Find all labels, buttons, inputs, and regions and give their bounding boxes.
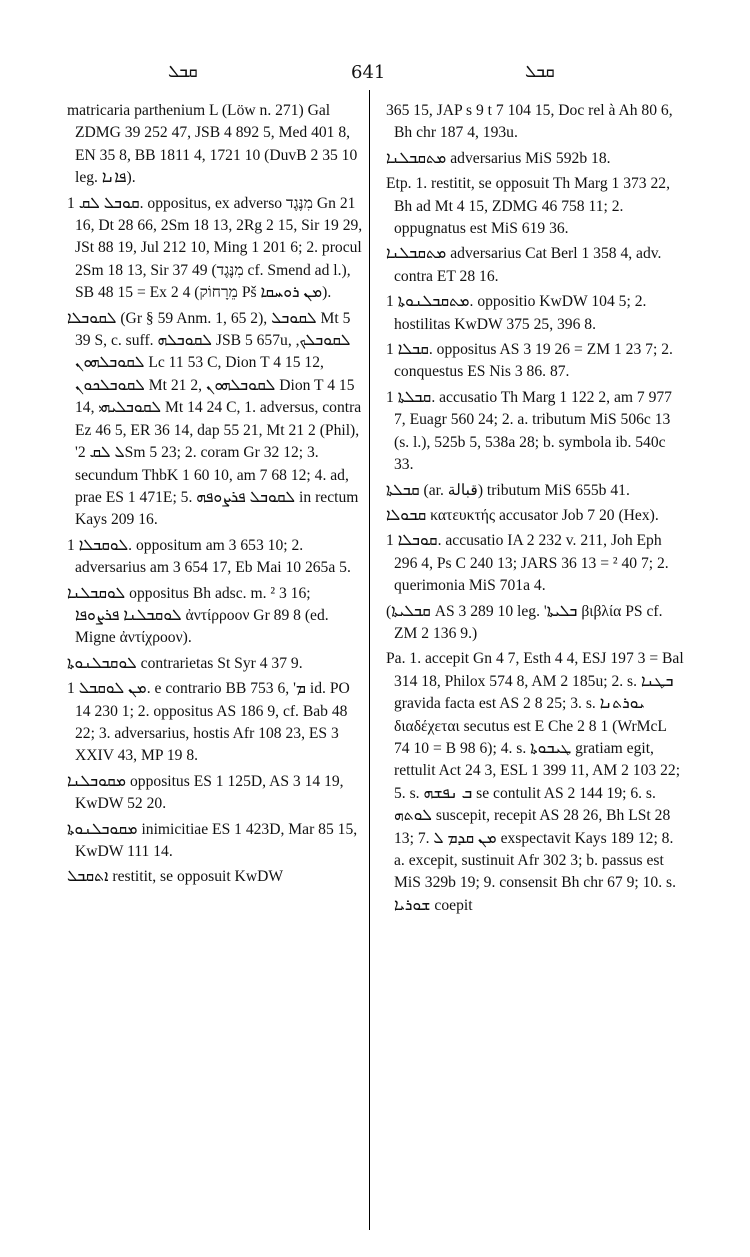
entry-text: ܠܩܘܒܠܐ (Gr § 59 Anm. 1, 65 2), ܠܩܘܒܠ Mt 5 39 S, c. suff. ܠܩܘܒܠܗ JSB 5 657u, ܠܩܘܒܠܟ, ܠܩܘܒܠܗܘܢ Lc 11 53 C, Dion T 4 15 12, ܠܩܘܒܠܟܘܢ Mt 21 2, ܠܩܘܒܠܗܘܢ Dion T 4 15 14, ܠܩܘܒܠܝܗܝ Mt 14 24 C, 1. adversus, contra Ez 46 5, ER 36 14, dap 55 21, Mt 21 2 (Phil), 'ܠ ܠܩ 2Sm 5 23; 2. coram Gr 32 12; 3. secundum ThbK 1 60 10, am 7 68 12; 4. ad, prae ES 1 471E; 5. ܠܩܘܒܠ ܦܪܨܘܦܗ in rectum Kays 209 16. bbox=[67, 309, 362, 529]
entry-text: ܡܩܘܒܠܢܘܬܐ inimicitiae ES 1 423D, Mar 85 15, KwDW 111 14. bbox=[67, 820, 358, 860]
dictionary-entry bbox=[386, 387, 684, 477]
dictionary-entry bbox=[67, 819, 365, 864]
dictionary-entry bbox=[386, 148, 684, 170]
dictionary-entry bbox=[67, 583, 365, 650]
entry-text: ܩܒܠܐ 1. oppositus AS 3 19 26 = ZM 1 23 7; 2. conquestus ES Nis 3 86. 87. bbox=[386, 341, 673, 381]
dictionary-entry bbox=[67, 866, 365, 888]
entry-text: ܩܘܒܠܐ 1. accusatio IA 2 232 v. 211, Joh Eph 296 4, Ps C 240 13; JARS 36 13 = ² 40 7; 2. querimonia MiS 701a 4. bbox=[386, 532, 669, 595]
dictionary-entry bbox=[67, 653, 365, 675]
dictionary-entry bbox=[386, 173, 684, 240]
dictionary-entry bbox=[386, 648, 684, 917]
entry-text: ܠܘܩܒܠܢܘܬܐ contrarietas St Syr 4 37 9. bbox=[67, 654, 303, 672]
entry-text: Etp. 1. restitit, se opposuit Th Marg 1 373 22, Bh ad Mt 4 15, ZDMG 46 758 11; 2. oppugnatus est MiS 619 36. bbox=[386, 175, 670, 238]
dictionary-entry bbox=[386, 480, 684, 502]
dictionary-entry bbox=[67, 308, 365, 532]
dictionary-entry bbox=[67, 535, 365, 580]
dictionary-entry bbox=[386, 601, 684, 646]
entry-text: ܠܘܩܒܠܢܐ oppositus Bh adsc. m. ² 3 16; ܠܘܩܒܠܢܐ ܦܪܨܘܦܐ ἀντίρροον Gr 89 8 (ed. Migne ἀντίχροον). bbox=[67, 584, 329, 647]
dictionary-entry bbox=[386, 530, 684, 597]
entry-text: ܡܬܩܒܠܢܐ adversarius Cat Berl 1 358 4, adv. contra ET 28 16. bbox=[386, 245, 662, 285]
dictionary-entry bbox=[386, 243, 684, 288]
column-divider bbox=[369, 90, 370, 1230]
dictionary-entry bbox=[67, 771, 365, 816]
entry-text: ܩܒܠܬܐ 1. accusatio Th Marg 1 122 2, am 7 977 7, Euagr 560 24; 2. a. tributum MiS 506c 13 (s. l.), 525b 5, 538a 28; b. symbola ib. 540c 33. bbox=[386, 388, 672, 474]
entry-text: ܡܩܘܒܠܢܐ oppositus ES 1 125D, AS 3 14 19, KwDW 52 20. bbox=[67, 772, 344, 813]
dictionary-entry bbox=[67, 678, 365, 768]
dictionary-entry bbox=[67, 100, 365, 190]
left-column bbox=[67, 100, 365, 892]
entry-text: ܡܬܩܒܠܢܐ adversarius MiS 592b 18. bbox=[386, 149, 611, 167]
entry-text: Pa. 1. accepit Gn 4 7, Esth 4 4, ESJ 197 3 = Bal 314 18, Philox 574 8, AM 2 185u; 2. s. ܒܛܢܐ gravida facta est AS 2 8 25; 3. s. ܝܘܪܬܢܐ διαδέχεται secutus est E Che 2 8 1 (WrMcL 74 10 = B 98 6); 4. s. ܛܝܒܘܬܐ gratiam egit, rettulit Act 24 3, ESL 1 399 11, AM 2 103 22; 5. s. ܒ ܢܦܫܗ se contulit AS 2 144 19; 6. s. ܠܘܬܗ suscepit, recepit AS 28 26, Bh LSt 28 13; 7. ܡܢ ܩܕܡ ܠ exspectavit Kays 189 12; 8. a. excepit, sustinuit Afr 302 3; b. passus est MiS 329b 19; 9. consensit Bh chr 67 9; 10. s. ܫܘܪܝܐ coepit bbox=[386, 650, 684, 914]
dictionary-entry bbox=[386, 505, 684, 527]
entry-text: ܩܒܠܬܐ (ar. قبالة) tributum MiS 655b 41. bbox=[386, 481, 630, 499]
dictionary-entry bbox=[386, 339, 684, 384]
entry-text: ܩܘܒܠ ܠܩ 1. oppositus, ex adverso מִנֶּגֶד Gn 21 16, Dt 28 66, 2Sm 18 13, 2Rg 2 15, Sir 19 29, JSt 88 19, Jul 212 10, Ming 1 201 6; 2. procul 2Sm 18 13, Sir 37 49 (מִנֶּגֶד cf. Smend ad l.), SB 48 15 = Ex 2 4 (מֵרָחוֹק Pš ܡܢ ܪܘܚܩܐ). bbox=[67, 194, 363, 302]
entry-text: ܡܬܩܒܠܢܘܬܐ 1. oppositio KwDW 104 5; 2. hostilitas KwDW 375 25, 396 8. bbox=[386, 293, 647, 333]
entry-text: ܐܬܩܒܠ restitit, se opposuit KwDW bbox=[67, 868, 284, 886]
entry-text: ܡܢ ܠܘܩܒܠ 1. e contrario BB 753 6, 'ܡ id. PO 14 230 1; 2. oppositus AS 186 9, cf. Bab 48 22; 3. adversarius, hostis Afr 108 23, ES 3 XXIV 43, MP 19 8. bbox=[67, 680, 350, 765]
right-column bbox=[386, 100, 684, 920]
dictionary-entry bbox=[386, 291, 684, 336]
entry-text: matricaria parthenium L (Löw n. 271) Gal ZDMG 39 252 47, JSB 4 892 5, Med 401 8, EN 35 8, BB 1811 4, 1721 10 (DuvB 2 35 10 leg. ܦܐܢܐ). bbox=[67, 102, 358, 187]
entry-text: ܠܘܩܒܠܐ 1. oppositum am 3 653 10; 2. adversarius am 3 654 17, Eb Mai 10 265a 5. bbox=[67, 536, 351, 577]
entry-text: (ܩܒܠܝܬܐ AS 3 289 10 leg. 'ܒܠܝܬܐ βιβλία PS cf. ZM 2 136 9.) bbox=[386, 602, 663, 642]
entry-text: 365 15, JAP s 9 t 7 104 15, Doc rel à Ah 80 6, Bh chr 187 4, 193u. bbox=[386, 102, 673, 142]
running-head-left: ܩܒܠ bbox=[168, 62, 198, 82]
running-head-right: ܩܒܠ bbox=[525, 62, 555, 82]
entry-text: ܩܒܘܠܐ κατευκτής accusator Job 7 20 (Hex). bbox=[386, 506, 659, 524]
dictionary-entry bbox=[386, 100, 684, 145]
dictionary-entry bbox=[67, 193, 365, 305]
page-number: 641 bbox=[351, 62, 386, 83]
